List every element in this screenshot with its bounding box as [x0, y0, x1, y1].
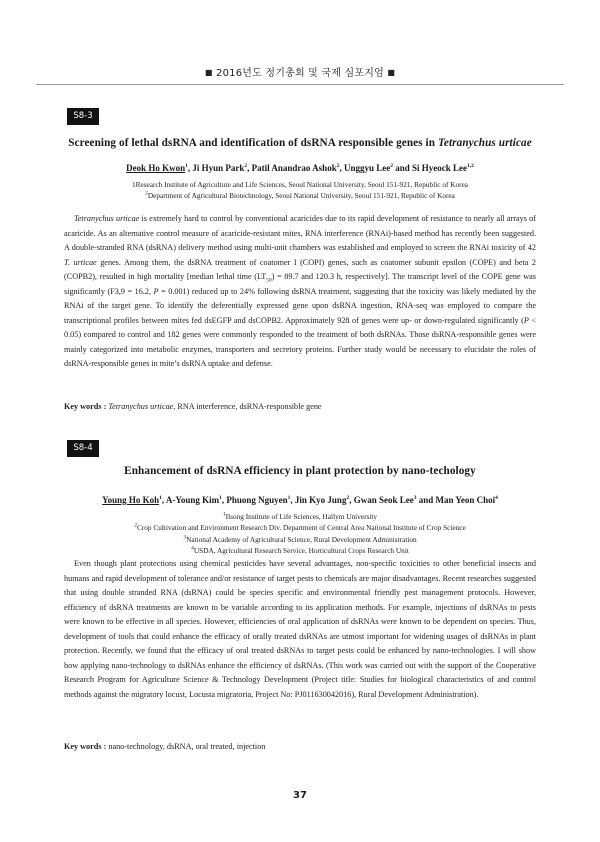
author-sep: ,: [161, 495, 166, 505]
keywords: Key words : Tetranychus urticae, RNA interference, dsRNA-responsible gene: [64, 402, 322, 411]
section-label: S8-3: [67, 108, 99, 125]
square-mark-icon: ■: [387, 68, 396, 77]
author-name: A-Young Kim: [165, 495, 220, 505]
author-sup: 1: [159, 495, 162, 501]
author-sep: ,: [339, 163, 344, 173]
author-sep: ,: [349, 495, 354, 505]
affiliation: $^1$Ilsong Institute of Life Sciences, Hallym University: [222, 511, 378, 521]
abstract-paragraph: Tetranychus urticae is extremely hard to control by conventional acaricides due to its rapid development of resistance to nearly all arrays of acaricide. As an alternative control measure of acaricide-resistant mites, RNA interference (RNAi)-based method has recently been suggested. A double-stranded RNA (dsRNA) delivery method using multi-unit chambers was established and employed to screen the RNAi toxicity of 42 T. urticae genes. Among them, the dsRNA treatment of coatomer I (COPI) genes, such as coatomer subunit epsilon (COPE) and beta 2 (COPB2), resulted in high mortality [median lethal time $(LT_{50}) = 89.7$ and 120.3 h, respectively]. The transcript level of the COPE gene was significantly (F3,9 = 16.2, P = 0.001) reduced up to 24% following dsRNA treatment, suggesting that the toxicity was likely mediated by the RNAi of the target gene. To identify the deferentially expressed gene upon dsRNA ingestion, RNA-seq was employed to compare the transcriptional profiles between mites fed dsEGFP and dsCOPB2. Approximately 928 of genes were up- or down-regulated significantly (P < 0.05) compared to control and 182 genes were commonly responded to the treatment of both dsRNAs. Those dsRNA-responsible genes were mainly categorized into metabolic enzymes, transporters and secretory proteins. Further study would be necessary to elucidate the roles of dsRNA-responsible genes in mite’s dsRNA uptake and defense.: [64, 214, 537, 368]
author-list: [40, 495, 560, 505]
author-sep: ,: [187, 163, 193, 173]
paper-title: [40, 137, 560, 149]
affiliation-list: [40, 179, 560, 202]
author-sep: ,: [247, 163, 252, 173]
author-name: Young Ho Koh: [102, 495, 160, 505]
keywords-label: Key words :: [64, 402, 109, 411]
abstract-paragraph: Even though plant protections using chemical pesticides have several advantages, non-specific toxicities to other beneficial insects and humans and rapid development of tolerance and/or resistance of target pests to chemicals are major disadvantages. Recent researches suggested that using double stranded RNA (dsRNA) could be species specific and environmental friendly pest management protocols. However, efficiency of dsRNA treatments are known to be variable according to its application methods. For example, injections of dsRNAs to pests were known to be effective in all species. However, efficiencies of oral application of dsRNAs were known to be dependent on species. Thus, development of tools that could enhance the efficacy of orally treated dsRNAs are utmost important for widening usages of dsRNAs in plant protection. Recently, we found that the efficacy of oral treated dsRNAs to target pests could be enhanced by nano-technologies. I will show how applying nano-technology to dsRNAs enhance the efficiency of dsRNAs. (This work was carried out with the support of the Cooperative Research Program for Agriculture Science & Technology Development (Project title: Studies for biological characteristics of and control methods against the migratory locust, Locusta migratoria, Project No: PJ011630042016), Rural Development Administration).: [64, 559, 536, 699]
author-sup: 2: [336, 163, 340, 169]
header-text: 2016년도 정기총회 및 국제 심포지엄: [216, 68, 384, 79]
author-sep: and: [392, 163, 412, 173]
affiliation-sup: 2: [134, 522, 137, 529]
author-name: Phuong Nguyen: [226, 495, 288, 505]
author-sup: 4: [495, 495, 498, 501]
author-sup: 1: [219, 495, 222, 501]
author-sup: 2: [346, 495, 350, 501]
author-sup: 1: [185, 163, 188, 169]
author-list: [40, 163, 560, 173]
affiliation-sup: 3: [183, 534, 187, 541]
title-text: Screening of lethal dsRNA and identification of dsRNA responsible genes in: [68, 137, 438, 149]
author-sep: and: [416, 495, 436, 505]
author-name: Si Hyeock Lee: [411, 163, 467, 173]
author-sup: 2: [390, 163, 393, 169]
title-species: Tetranychus urticae: [438, 137, 532, 149]
author-sep: ,: [290, 495, 295, 505]
square-mark-icon: ■: [204, 68, 213, 77]
affiliation: $^2$Crop Cultivation and Environment Research Div. Department of Central Area National Institute of Crop Science: [134, 522, 466, 533]
affiliation: $^4$USDA, Agricultural Research Service, Horticultural Crops Research Unit: [191, 545, 409, 555]
abstract: [64, 557, 536, 702]
header-rule: [36, 84, 564, 85]
author-name: Unggyu Lee: [343, 163, 391, 173]
keywords: Key words : nano-technology, dsRNA, oral treated, injection: [64, 742, 266, 751]
affiliation-sup: 2: [145, 190, 148, 197]
page-number: 37: [293, 790, 307, 801]
affiliation-sup: 1: [222, 511, 226, 518]
affiliation: 1Research Institute of Agriculture and Life Sciences, Seoul National University, Seoul 151-921, Republic of Korea: [131, 180, 469, 189]
author-sep: ,: [221, 495, 227, 505]
running-header: [0, 64, 600, 79]
affiliation-list: [40, 511, 560, 556]
author-name: Deok Ho Kwon: [126, 163, 186, 173]
author-name: Man Yeon Choi: [435, 495, 496, 505]
author-sup: 1: [287, 495, 291, 501]
affiliation-sup: 4: [191, 545, 194, 552]
author-name: Gwan Seok Lee: [353, 495, 414, 505]
author-sup: 2: [244, 163, 248, 169]
author-sup: 1,2: [466, 163, 474, 169]
author-name: Jin Kyo Jung: [294, 495, 347, 505]
author-name: Ji Hyun Park: [192, 163, 245, 173]
affiliation: $^3$National Academy of Agricultural Science, Rural Development Administration: [183, 534, 417, 544]
author-sup: 3: [413, 495, 417, 501]
author-name: Patil Anandrao Ashok: [251, 163, 337, 173]
paper-title: Enhancement of dsRNA efficiency in plant protection by nano-techology: [124, 465, 476, 477]
abstract: [64, 212, 536, 372]
affiliation: $^2$Department of Agricultural Biotechnology, Seoul National University, Seoul 151-921, Republic of Korea: [145, 190, 455, 201]
section-label: S8-4: [67, 440, 99, 457]
keywords-label: Key words :: [64, 742, 109, 751]
